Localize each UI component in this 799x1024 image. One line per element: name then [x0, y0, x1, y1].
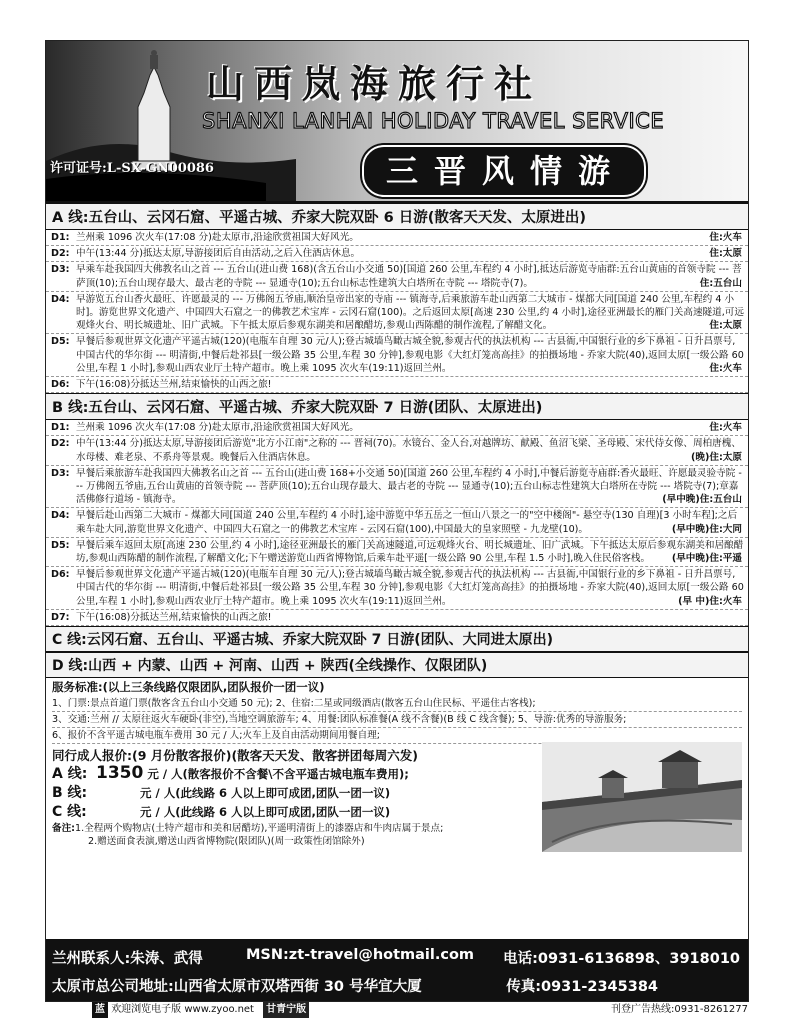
itinerary-day	[46, 508, 748, 537]
head-office-address: 太原市总公司地址:山西省太原市双塔西街 30 号华宜大厦	[52, 979, 422, 995]
price-text: 元 / 人(此线路 6 人以上即可成团,团队一团一议)	[140, 786, 391, 801]
day-text: 早乘车赴我国四大佛教名山之首 --- 五台山(进山费 168)(含五台山小交通 50)[国道 260 公里,车程约 4 小时],抵达后游览寺庙群:五台山黄庙的首领寺院 --- 菩萨顶(10);五台山现存最大、最古老的寺院 --- 显通寺(10);五台山标志性建筑大白塔所在寺院 --- 塔院寺(7)。	[76, 264, 742, 289]
edition-chip: 蓝	[92, 1002, 108, 1018]
price-section	[46, 746, 748, 848]
day-stay: 住:太原	[709, 248, 742, 260]
price-text: 元 / 人(散客报价不含餐\不含平遥古城电瓶车费用);	[147, 767, 409, 782]
itinerary-day	[46, 466, 748, 509]
route-d-title: D 线:山西 + 内蒙、山西 + 河南、山西 + 陕西(全线操作、仅限团队)	[46, 652, 748, 678]
day-label: D1:	[51, 422, 70, 434]
day-text: 早餐后乘车返回太原[高速 230 公里,约 4 小时],途径亚洲最长的雁门关高速隧道,可远观烽火台、明长城遗址、旧广武城。下午抵达太原后参观东湖美和居酿醋坊,参观山西陈醋的制作流程,了解醋文化;下午赠送游览山西省博物馆,后乘车赴平遥[一级公路 90 公里,车程 1.5 小时],晚入住民俗客栈。	[76, 539, 744, 565]
day-text: 早餐后赴山西第二大城市 - 煤都大同[国道 240 公里,车程约 4 小时],途中游览中华五岳之一恒山八景之一的"空中楼阁"- 悬空寺(130 自理)[3 小时车程];之后乘车赴大同,游览世界文化遗产、中国四大石窟之一的佛教艺术宝库 - 云冈石窟(100),中国最大的皇家照壁 - 九龙壁(10)。	[76, 510, 738, 535]
itinerary-day	[46, 262, 748, 291]
ad-page	[45, 40, 749, 1002]
service-line: 3、交通:兰州 // 太原往返火车硬卧(非空),当地空调旅游车; 4、用餐:团队标准餐(A 线不含餐)(B 线 C 线含餐); 5、导游:优秀的导游服务;	[52, 712, 742, 728]
header-banner	[46, 41, 748, 203]
remark-line: 1.全程两个购物店(土特产超市和美和居醋坊),平遥明清街上的漆器店和牛肉店属于景点;	[75, 823, 444, 835]
contact-person: 兰州联系人:朱涛、武得	[52, 951, 203, 967]
day-text: 兰州乘 1096 次火车(17:08 分)赴太原市,沿途欣赏祖国大好风光。	[76, 232, 359, 243]
day-label: D2:	[51, 438, 70, 450]
day-label: D3:	[51, 467, 70, 479]
price-label: A 线:	[52, 766, 88, 783]
contact-footer	[46, 939, 748, 1001]
price-row-a	[52, 764, 542, 784]
day-label: D3:	[51, 264, 70, 276]
remark	[52, 822, 542, 835]
day-stay: (早中晚)住:大同	[671, 523, 742, 535]
day-stay: (晚)住:太原	[691, 451, 742, 463]
price-value: 1350	[96, 763, 144, 784]
day-stay: (早中晚)住:平遥	[671, 553, 742, 565]
price-title: 同行成人报价:(9 月份散客报价)(散客天天发、散客拼团每周六发)	[52, 748, 418, 764]
price-label: C 线:	[52, 804, 87, 821]
route-a-itinerary	[46, 230, 748, 393]
city-wall-photo	[542, 742, 742, 852]
agency-name-cn: 山西岚海旅行社	[206, 61, 543, 106]
remark-line: 2.赠送面食表演,赠送山西省博物院(限团队)(周一政策性闭馆除外)	[88, 836, 365, 848]
agency-name-en: SHANXI LANHAI HOLIDAY TRAVEL SERVICE	[202, 109, 665, 133]
day-stay: 住:火车	[709, 422, 742, 434]
itinerary-day	[46, 377, 748, 393]
day-stay: 住:火车	[709, 232, 742, 243]
route-c-title: C 线:云冈石窟、五台山、平遥古城、乔家大院双卧 7 日游(团队、大同进太原出)	[46, 626, 748, 652]
license-number: 许可证号:L-SX-GN00086	[50, 161, 214, 176]
phone-number: 电话:0931-6136898、3918010	[503, 951, 740, 967]
fax-number: 传真:0931-2345384	[506, 979, 658, 995]
day-text: 早游览五台山香火最旺、许愿最灵的 --- 万佛阁五爷庙,顺治皇帝出家的寺庙 --- 镇海寺,后乘旅游车赴山西第二大城市 - 煤都大同[国道 240 公里,车程约 4 小时]。游览世界文化遗产、中国四大石窟之一的佛教艺术宝库 - 云冈石窟(100)。之后返回太原[高速 230 公里,约 4 小时],途径亚洲最长的雁门关高速隧道,可远观烽火台、明长城遗址、旧广武城。下午抵太原后参观东湖美和居酿醋坊,参观山西陈醋的制作流程,了解醋文化。	[76, 293, 744, 332]
day-text: 下午(16:08)分抵达兰州,结束愉快的山西之旅!	[76, 611, 272, 623]
day-label: D5:	[51, 539, 70, 551]
day-label: D2:	[51, 248, 70, 260]
itinerary-day	[46, 567, 748, 610]
day-label: D7:	[51, 611, 70, 623]
itinerary-day	[46, 420, 748, 436]
itinerary-day	[46, 246, 748, 262]
day-text: 早餐后乘旅游车赴我国四大佛教名山之首 --- 五台山(进山费 168+小交通 50)[国道 260 公里,车程约 4 小时],中餐后游览寺庙群:香火最旺、许愿最灵验寺院 --- 万佛阁五爷庙,五台山黄庙的首领寺院 --- 菩萨顶(10);五台山现存最大、最古老的寺院 --- 显通寺(10);五台山标志性建筑大白塔所在寺院 --- 塔院寺(7);章嘉活佛修行道场 - 镇海寺。	[76, 467, 742, 506]
day-stay: 住:五台山	[699, 277, 742, 289]
day-label: D5:	[51, 336, 70, 348]
itinerary-day	[46, 538, 748, 567]
day-label: D1:	[51, 232, 70, 243]
region-chip: 甘青宁版	[263, 1002, 309, 1018]
day-label: D6:	[51, 379, 70, 391]
price-row-b	[52, 784, 542, 803]
price-label: B 线:	[52, 785, 88, 802]
day-stay: (早中晚)住:五台山	[662, 494, 742, 506]
service-standards	[46, 678, 748, 744]
itinerary-day	[46, 334, 748, 377]
route-b-itinerary	[46, 420, 748, 626]
service-line: 1、门票:景点首道门票(散客含五台山小交通 50 元); 2、住宿:二星或同级酒店(散客五台山住民标、平遥住古客栈);	[52, 696, 742, 712]
website-text[interactable]: 欢迎浏览电子版 www.zyoo.net	[111, 1004, 254, 1015]
msn-contact[interactable]: MSN:zt-travel@hotmail.com	[246, 947, 475, 963]
remark-label: 备注:	[52, 823, 76, 835]
route-b-title: B 线:五台山、云冈石窟、平遥古城、乔家大院双卧 7 日游(团队、太原进出)	[46, 393, 748, 420]
ad-hotline: 刊登广告热线:0931-8261277	[611, 1004, 748, 1015]
day-text: 早餐后参观世界文化遗产平遥古城(120)(电瓶车自理 30 元/人);登古城墙鸟瞰古城全貌,参观古代的执法机构 --- 古县衙,中国银行业的乡下鼻祖 - 日升昌票号,中国古代的华尔街 --- 明清街,中餐后赴祁县[一级公路 35 公里,车程 30 分钟],参观电影《大红灯笼高高挂》的拍摄场地 - 乔家大院(40),返回太原[一级公路 60 公里,车程 1 小时],参观山西农业厅土特产超市。晚上乘 1095 次火车(19:11)返回兰州。	[76, 336, 744, 374]
day-stay: 住:太原	[709, 320, 742, 332]
remark	[52, 835, 542, 848]
day-label: D4:	[51, 510, 70, 522]
slogan-badge: 三晋风情游	[362, 145, 646, 197]
itinerary-day	[46, 610, 748, 626]
day-text: 早餐后参观世界文化遗产平遥古城(120)(电瓶车自理 30 元/人);登古城墙鸟瞰古城全貌,参观古代的执法机构 --- 古县衙,中国银行业的乡下鼻祖 - 日升昌票号,中国古代的华尔街 --- 明清街,中餐后赴祁县[一级公路 35 公里,车程 30 分钟],参观电影《大红灯笼高高挂》的拍摄场地 - 乔家大院(40),返回太原[一级公路 60 公里,车程 1 小时],参观山西农业厅土特产超市。晚上乘 1095 次火车(19:11)返回兰州。	[76, 569, 744, 607]
itinerary-day	[46, 436, 748, 465]
price-row-c	[52, 803, 542, 822]
day-text: 兰州乘 1096 次火车(17:08 分)赴太原市,沿途欣赏祖国大好风光。	[76, 422, 359, 434]
day-label: D6:	[51, 569, 70, 581]
day-text: 中午(13:44 分)抵达太原,导游接团后游览"北方小江南"之称的 --- 晋祠(70)。水镜台、金人台,对越牌坊、献殿、鱼沼飞梁、圣母殿、宋代侍女像、周柏唐槐、水母楼、难老泉、不系舟等景观。晚餐后入住酒店休息。	[76, 438, 741, 463]
day-text: 中午(13:44 分)抵达太原,导游接团后自由活动,之后入住酒店休息。	[76, 248, 361, 260]
itinerary-day	[46, 230, 748, 246]
day-label: D4:	[51, 293, 70, 305]
bottom-strip	[92, 1002, 792, 1018]
route-a-title: A 线:五台山、云冈石窟、平遥古城、乔家大院双卧 6 日游(散客天天发、太原进出)	[46, 203, 748, 230]
service-line: 6、报价不含平遥古城电瓶车费用 30 元 / 人;火车上及自由活动期间用餐自理;	[52, 728, 742, 744]
day-text: 下午(16:08)分抵达兰州,结束愉快的山西之旅!	[76, 379, 272, 391]
price-list	[52, 764, 542, 848]
day-stay: (早 中)住:火车	[678, 595, 742, 607]
day-stay: 住:火车	[709, 362, 742, 374]
itinerary-day	[46, 292, 748, 335]
price-text: 元 / 人(此线路 6 人以上即可成团,团队一团一议)	[140, 805, 391, 820]
service-title: 服务标准:(以上三条线路仅限团队,团队报价一团一议)	[52, 680, 325, 695]
